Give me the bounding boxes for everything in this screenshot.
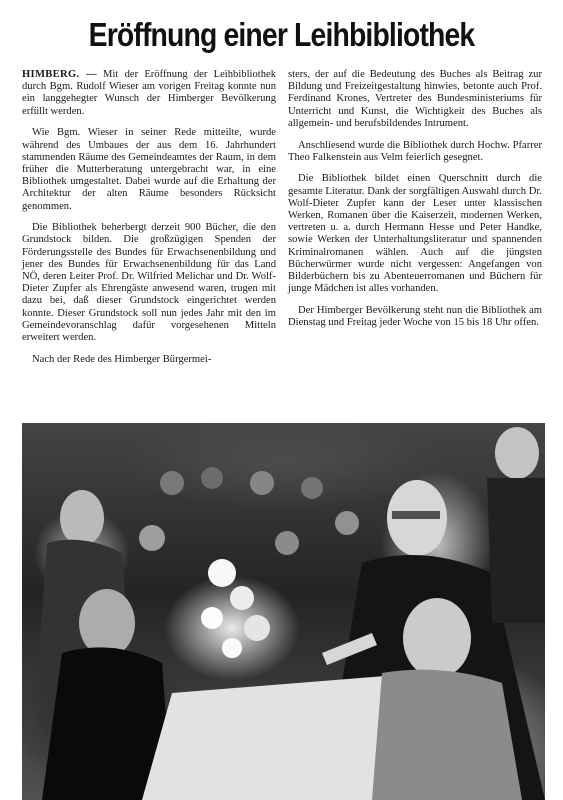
paragraph (22, 69, 276, 118)
article-column-left (22, 69, 276, 375)
paragraph: Die Bibliothek beherbergt derzeit 900 Bücher, die den Grundstock bilden. Die großzügigen Spenden der Förderungsstelle des Bundes für Erwachsenenbildung und jener des Bundes für Erwachsenenbildung für das Land NÖ, deren Leiter Prof. Dr. Wilfried Melichar und Dr. Wolf-Dieter Zupfer als Ehrengäste anwesend waren, trugen mit dazu bei, daß dieser Grundstock eingerichtet werden konnte. Dieser Grundstock soll nun jedes Jahr mit den im Gemeindevoranschlag dafür vorgesehenen Mitteln erweitert werden. (22, 222, 276, 344)
photo-illustration (22, 423, 545, 800)
news-photo (22, 423, 545, 800)
paragraph: Die Bibliothek bildet einen Querschnitt durch die gesamte Literatur. Dank der sorgfältigen Auswahl durch Dr. Wolf-Dieter Zupfer kann der Leser unter klassischen Werken, Romanen über die Kaiserzeit, modernen Werken, vertreten u. a. durch Hermann Hesse und Peter Handke, sowie Werken der Unterhaltungsliteratur und spannenden Kriminalromanen wählen. Auch auf die jüngsten Bücherwürmer wurde nicht vergessen: Angefangen von Bilderbüchern bis zu Abenteuerromanen und Büchern für junge Mädchen ist alles vorhanden. (288, 173, 542, 295)
paragraph: Anschliesend wurde die Bibliothek durch Hochw. Pfarrer Theo Falkenstein aus Velm feierlich gesegnet. (288, 139, 542, 163)
paragraph: Der Himberger Bevölkerung steht nun die Bibliothek am Dienstag und Freitag jeder Woche von 15 bis 18 Uhr offen. (288, 304, 542, 329)
paragraph-text: Mit der Eröffnung der Leihbibliothek durch Bgm. Rudolf Wieser am vorigen Freitag konnte nun ein langgehegter Wunsch der Himberger Bevölkerung erfüllt werden. (22, 69, 276, 117)
article-column-right (288, 69, 542, 339)
headline: Eröffnung einer Leihbibliothek (88, 16, 475, 53)
paragraph: Nach der Rede des Himberger Bürgermei- (32, 353, 212, 365)
paragraph: Wie Bgm. Wieser in seiner Rede mitteilte, wurde während des Umbaues der aus dem 16. Jahrhundert stammenden Räume des Gemeindeamtes der Raum, in dem früher die Mutterberatung untergebracht war, in eine Bibliothek umgestaltet. Dabei wurde auf die Erhaltung der Architektur der alten Räume besonders Rücksicht genommen. (22, 127, 276, 212)
dateline: HIMBERG. — (22, 69, 97, 80)
paragraph: sters, der auf die Bedeutung des Buches als Beitrag zur Bildung und Freizeitgestaltung hinwies, betonte auch Prof. Ferdinand Krones, Vertreter des Bundesministeriums für Unterricht und Kunst, die Wichtigkeit des Buches als allgemein- und berufsbildendes Intrument. (288, 69, 542, 129)
